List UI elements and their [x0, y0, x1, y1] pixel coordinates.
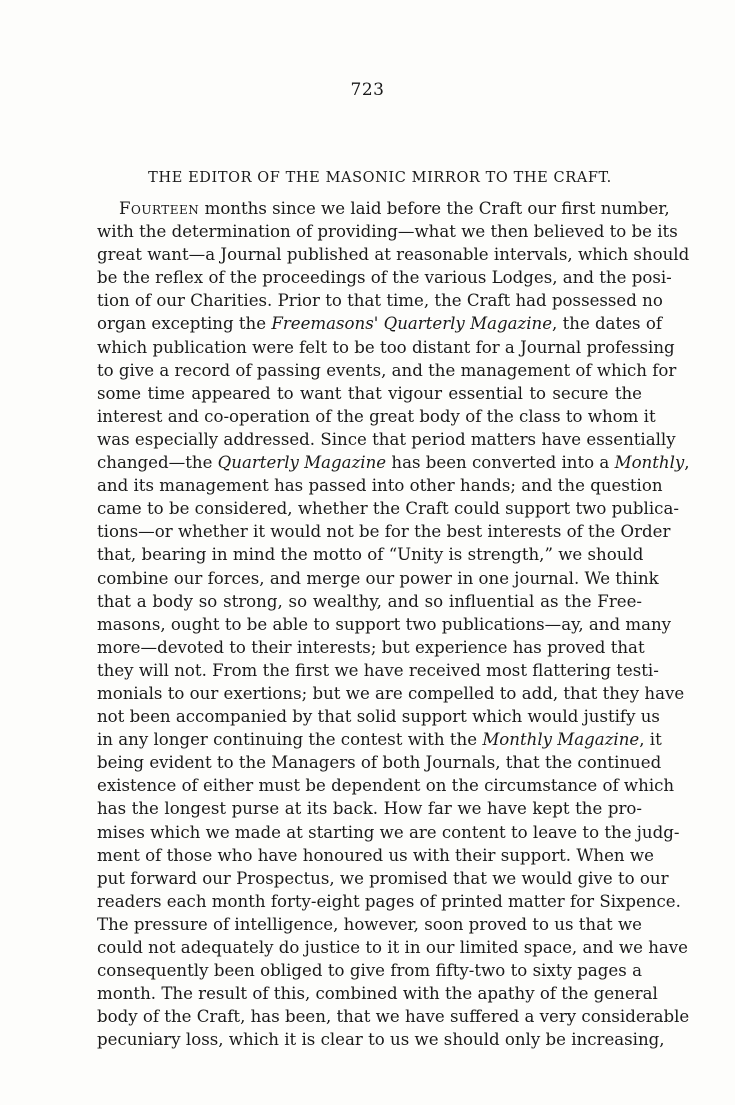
body-line: interest and co-operation of the great body of the class to whom it: [97, 406, 656, 426]
body-line: came to be considered, whether the Craft could support two publica-: [97, 499, 679, 519]
body-line: great want—a Journal published at reasonable intervals, which should: [97, 245, 690, 265]
body-line: mises which we made at starting we are content to leave to the judg-: [97, 822, 680, 842]
body-line: to give a record of passing events, and the management of which for: [97, 360, 677, 380]
article-title: THE EDITOR OF THE MASONIC MIRROR TO THE CRAFT.: [148, 170, 612, 186]
body-line: tions—or whether it would not be for the best interests of the Order: [97, 522, 671, 542]
body-line: being evident to the Managers of both Journals, that the continued: [97, 753, 662, 773]
body-line: combine our forces, and merge our power in one journal. We think: [97, 568, 659, 588]
body-line: monials to our exertions; but we are compelled to add, that they have: [97, 683, 685, 703]
body-line: in any longer continuing the contest with the Monthly Magazine, it: [97, 730, 662, 750]
body-line: could not adequately do justice to it in our limited space, and we have: [97, 938, 688, 957]
body-line: that, bearing in mind the motto of “Unity is strength,” we should: [97, 545, 644, 565]
body-line: body of the Craft, has been, that we have suffered a very considerable: [97, 1007, 690, 1027]
body-line: they will not. From the first we have received most flattering testi-: [97, 660, 659, 680]
body-line: masons, ought to be able to support two publications—ay, and many: [97, 614, 672, 634]
body-line: more—devoted to their interests; but experience has proved that: [97, 637, 645, 657]
body-line: consequently been obliged to give from fifty-two to sixty pages a: [97, 961, 642, 981]
body-line: tion of our Charities. Prior to that time, the Craft had possessed no: [97, 291, 663, 311]
page-number: 723: [350, 80, 385, 100]
lead-word: Fourteen: [119, 199, 200, 218]
body-line: Fourteen months since we laid before the Craft our first number,: [119, 199, 670, 218]
body-line: month. The result of this, combined with the apathy of the general: [97, 984, 658, 1004]
article-body: [97, 197, 690, 1051]
body-line: not been accompanied by that solid support which would justify us: [97, 707, 660, 727]
body-line: which publication were felt to be too distant for a Journal professing: [97, 337, 675, 357]
body-line: changed—the Quarterly Magazine has been converted into a Monthly,: [97, 453, 690, 473]
body-line: some time appeared to want that vigour essential to secure the: [97, 383, 642, 403]
body-line: ment of those who have honoured us with their support. When we: [97, 845, 654, 865]
body-line: with the determination of providing—what we then believed to be its: [97, 222, 678, 242]
body-line: existence of either must be dependent on the circumstance of which: [97, 776, 675, 796]
body-line: be the reflex of the proceedings of the various Lodges, and the posi-: [97, 268, 672, 288]
body-line: put forward our Prospectus, we promised that we would give to our: [97, 868, 669, 888]
body-line: has the longest purse at its back. How far we have kept the pro-: [97, 799, 642, 819]
body-line: readers each month forty-eight pages of printed matter for Sixpence.: [97, 891, 681, 911]
body-line: that a body so strong, so wealthy, and so influential as the Free-: [97, 591, 642, 611]
body-line: The pressure of intelligence, however, soon proved to us that we: [97, 914, 642, 934]
body-line: organ excepting the Freemasons' Quarterly Magazine, the dates of: [97, 314, 662, 334]
body-line: was especially addressed. Since that period matters have essentially: [97, 429, 676, 449]
body-line: pecuniary loss, which it is clear to us we should only be increasing,: [97, 1030, 665, 1050]
body-line: and its management has passed into other hands; and the question: [97, 476, 663, 496]
